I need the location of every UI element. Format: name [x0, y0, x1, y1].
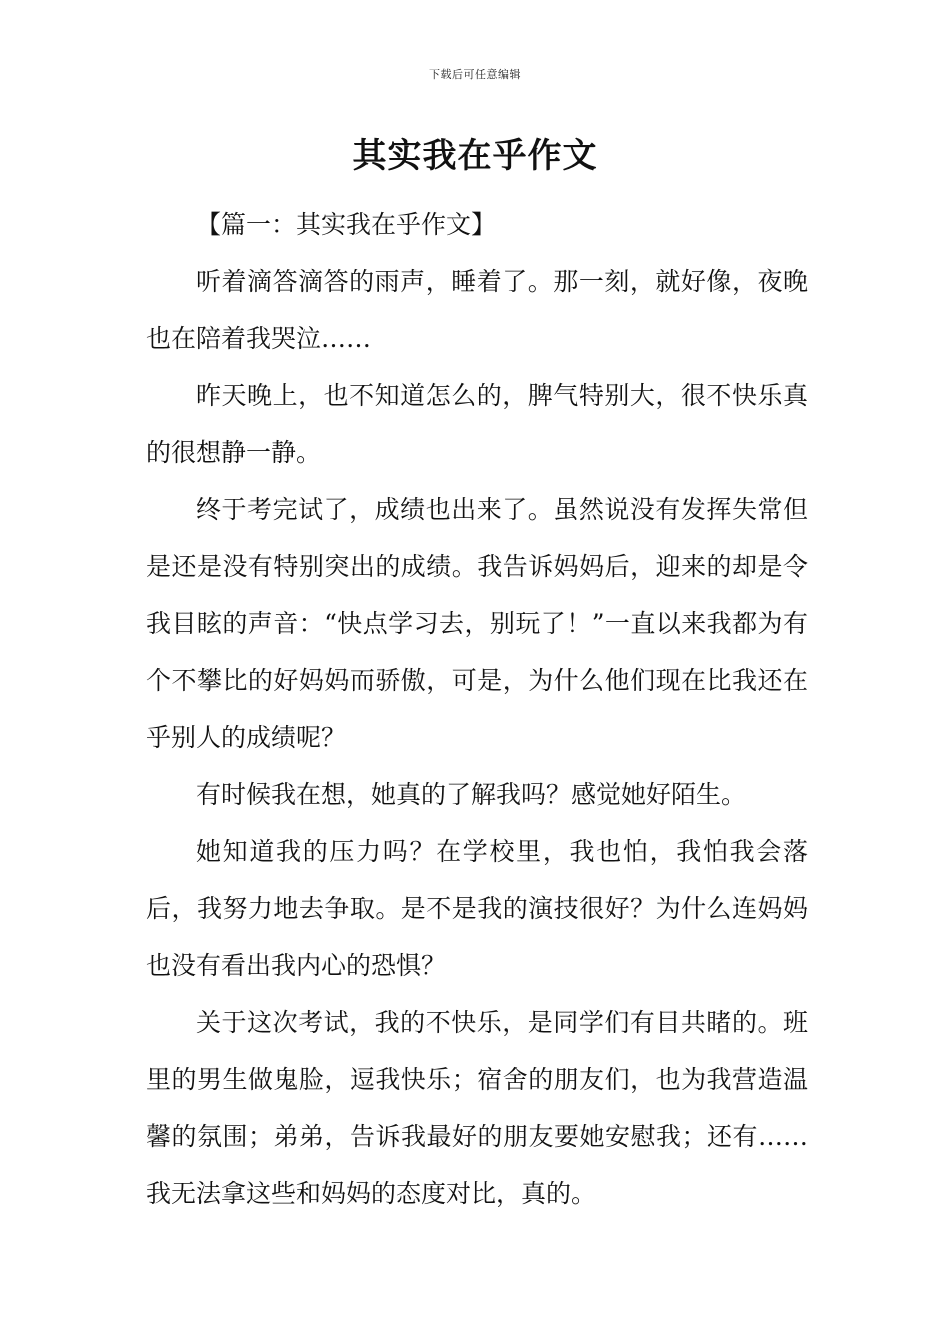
paragraph-5: 她知道我的压力吗？在学校里，我也怕，我怕我会落后，我努力地去争取。是不是我的演技很好？为什么连妈妈也没有看出我内心的恐惧？ — [146, 837, 808, 980]
article-body — [146, 196, 808, 1222]
paragraph-2: 昨天晚上，也不知道怎么的，脾气特别大，很不快乐真的很想静一静。 — [146, 381, 808, 467]
paragraph-1: 听着滴答滴答的雨声，睡着了。那一刻，就好像，夜晚也在陪着我哭泣…… — [146, 267, 808, 353]
paragraph-3: 终于考完试了，成绩也出来了。虽然说没有发挥失常但是还是没有特别突出的成绩。我告诉妈妈后，迎来的却是令我目眩的声音：“快点学习去，别玩了！”一直以来我都为有个不攀比的好妈妈而骄傲，可是，为什么他们现在比我还在乎别人的成绩呢？ — [146, 495, 808, 752]
page-title: 其实我在乎作文 — [352, 136, 598, 176]
header-note: 下载后可任意编辑 — [429, 68, 521, 81]
paragraph-6: 关于这次考试，我的不快乐，是同学们有目共睹的。班里的男生做鬼脸，逗我快乐；宿舍的朋友们，也为我营造温馨的氛围；弟弟，告诉我最好的朋友要她安慰我；还有……我无法拿这些和妈妈的态度对比，真的。 — [146, 1008, 808, 1208]
section-heading: 【篇一：其实我在乎作文】 — [196, 210, 497, 239]
paragraph-4: 有时候我在想，她真的了解我吗？感觉她好陌生。 — [196, 780, 747, 809]
